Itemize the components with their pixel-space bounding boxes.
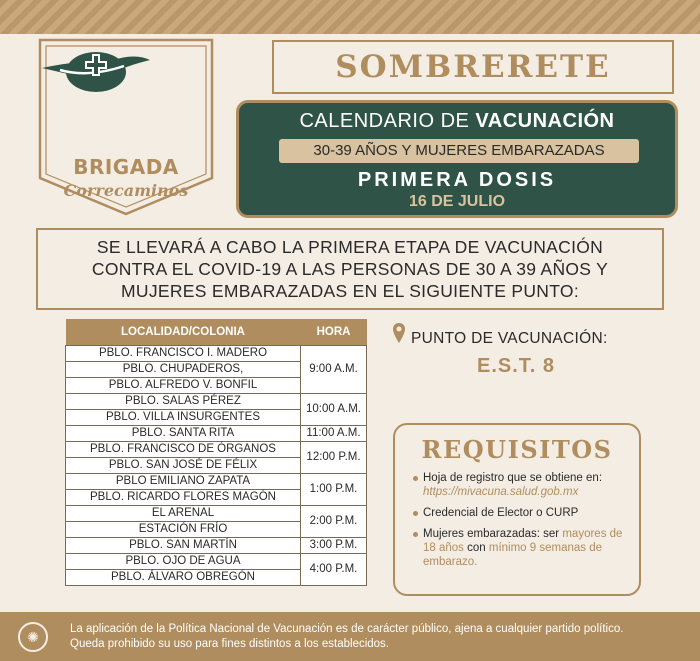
- intro-text: [92, 236, 608, 302]
- requirements-list: [413, 471, 633, 576]
- roadrunner-logo-icon: [38, 38, 154, 98]
- locality-cell: EL ARENAL: [66, 505, 301, 521]
- city-title-box: [272, 40, 674, 94]
- table-row: [66, 537, 367, 553]
- time-cell: 4:00 P.M.: [301, 553, 367, 585]
- locality-cell: PBLO. ALFREDO V. BONFIL: [66, 377, 301, 393]
- time-cell: 11:00 A.M.: [301, 425, 367, 441]
- city-title: SOMBRERETE: [335, 49, 611, 85]
- calendar-title: [239, 110, 675, 133]
- schedule-table: [65, 319, 367, 586]
- target-group-pill: 30-39 AÑOS Y MUJERES EMBARAZADAS: [279, 139, 639, 163]
- vaccination-point-value: E.S.T. 8: [476, 355, 556, 377]
- requirement-pregnant-mid: con: [463, 542, 489, 554]
- brigada-badge: [38, 38, 214, 216]
- schedule-body: [66, 345, 367, 585]
- time-cell: 2:00 P.M.: [301, 505, 367, 537]
- locality-cell: PBLO EMILIANO ZAPATA: [66, 473, 301, 489]
- intro-line-1: SE LLEVARÁ A CABO LA PRIMERA ETAPA DE VACUNACIÓN: [96, 237, 604, 257]
- vaccination-point-label: PUNTO DE VACUNACIÓN:: [411, 330, 608, 347]
- intro-box: [36, 228, 664, 310]
- requirement-weeks-accent: mínimo 9 semanas de embarazo.: [423, 542, 603, 568]
- schedule-header-row: [66, 319, 367, 345]
- time-cell: 1:00 P.M.: [301, 473, 367, 505]
- table-row: [66, 441, 367, 457]
- table-row: [66, 425, 367, 441]
- government-seal-icon: ✺: [18, 622, 48, 652]
- locality-cell: ESTACIÓN FRÍO: [66, 521, 301, 537]
- requirement-age-accent: mayores de 18 años: [423, 528, 623, 554]
- table-row: [66, 553, 367, 569]
- date-label: 16 DE JULIO: [408, 193, 506, 210]
- time-cell: 10:00 A.M.: [301, 393, 367, 425]
- intro-line-2: CONTRA EL COVID-19 A LAS PERSONAS DE 30 A 39 AÑOS Y: [91, 259, 609, 279]
- requirement-pregnant-text: Mujeres embarazadas: ser: [423, 528, 563, 540]
- locality-cell: PBLO. ÁLVARO OBREGÓN: [66, 569, 301, 585]
- location-pin-icon: [392, 322, 406, 344]
- intro-line-3: MUJERES EMBARAZADAS EN EL SIGUIENTE PUNTO:: [121, 281, 579, 301]
- requirement-id: [413, 506, 633, 520]
- registration-link[interactable]: https://mivacuna.salud.gob.mx: [423, 486, 579, 498]
- locality-cell: PBLO. SANTA RITA: [66, 425, 301, 441]
- table-row: [66, 505, 367, 521]
- locality-cell: PBLO. CHUPADEROS,: [66, 361, 301, 377]
- requirements-box: [393, 423, 641, 596]
- calendar-panel: [236, 100, 678, 218]
- requirement-id-text: Credencial de Elector o CURP: [423, 507, 579, 519]
- table-row: [66, 473, 367, 489]
- locality-cell: PBLO. FRANCISCO DE ÓRGANOS: [66, 441, 301, 457]
- badge-title: BRIGADA: [73, 155, 179, 179]
- requirement-registration: [413, 471, 633, 499]
- time-cell: 3:00 P.M.: [301, 537, 367, 553]
- footer-disclaimer: La aplicación de la Política Nacional de Vacunación es de carácter público, ajena a cualquier partido político. Queda prohibido su uso para fines distintos a los establecidos.: [70, 622, 624, 650]
- table-row: [66, 345, 367, 361]
- locality-cell: PBLO. SAN JOSÉ DE FÉLIX: [66, 457, 301, 473]
- locality-cell: PBLO. VILLA INSURGENTES: [66, 409, 301, 425]
- locality-cell: PBLO. SALAS PÉREZ: [66, 393, 301, 409]
- footer-band: [0, 612, 700, 661]
- locality-cell: PBLO. SAN MARTÍN: [66, 537, 301, 553]
- time-cell: 12:00 P.M.: [301, 441, 367, 473]
- calendar-title-prefix: CALENDARIO DE: [299, 110, 476, 132]
- time-column-header: HORA: [301, 319, 367, 345]
- requirement-registration-text: Hoja de registro que se obtiene en:: [423, 472, 603, 484]
- calendar-title-emphasis: VACUNACIÓN: [475, 110, 615, 132]
- requirement-pregnant: [413, 527, 633, 569]
- time-cell: 9:00 A.M.: [301, 345, 367, 393]
- dose-label: PRIMERA DOSIS: [357, 169, 557, 191]
- locality-cell: PBLO. OJO DE AGUA: [66, 553, 301, 569]
- badge-subtitle: Correcaminos: [63, 181, 189, 200]
- requirements-title: REQUISITOS: [421, 435, 613, 464]
- table-row: [66, 393, 367, 409]
- locality-cell: PBLO. FRANCISCO I. MADERO: [66, 345, 301, 361]
- locality-column-header: LOCALIDAD/COLONIA: [66, 319, 301, 345]
- locality-cell: PBLO. RICARDO FLORES MAGÓN: [66, 489, 301, 505]
- top-decorative-band: [0, 0, 700, 34]
